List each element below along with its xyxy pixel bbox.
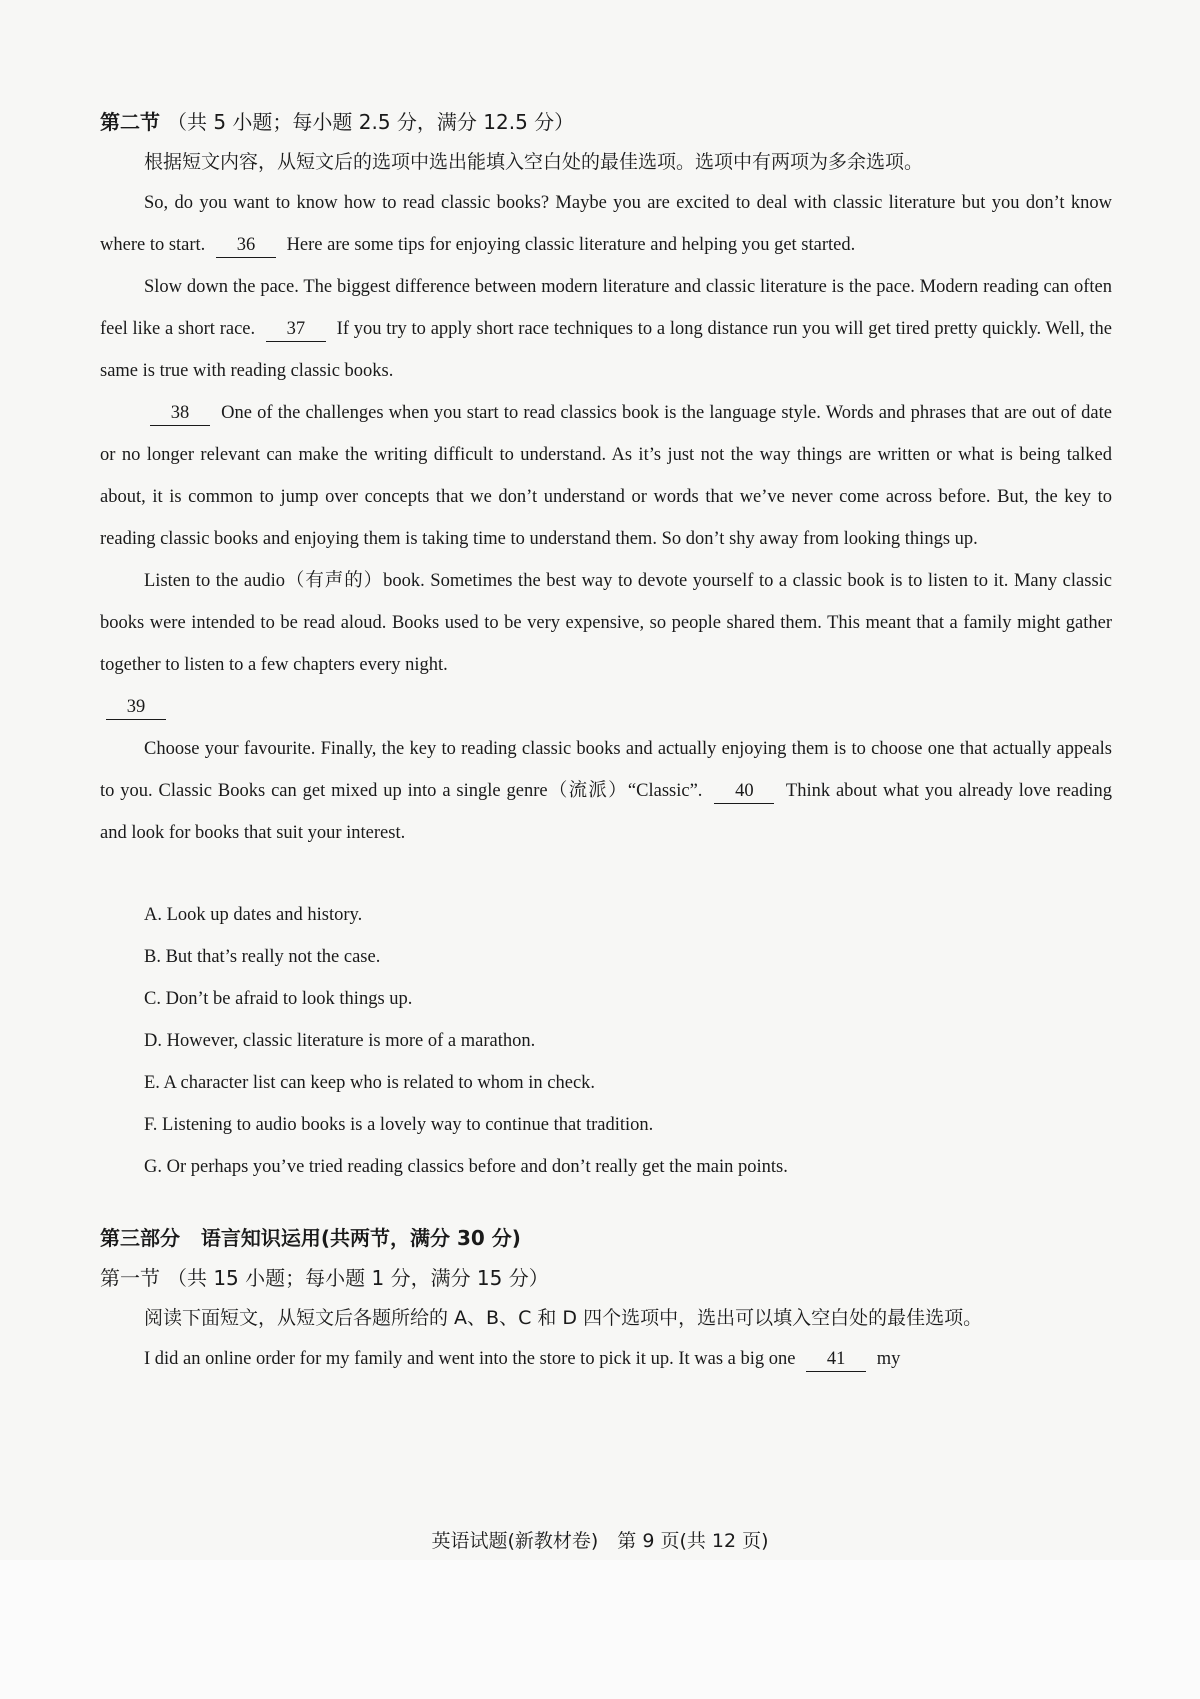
p5-text-a: Choose your favourite. Finally, the key to reading classic books and actually enjoying them is to choose one that actually appeals to you. Classic Books can get mixed up into a single genre（流派）“Classic”. xyxy=(100,739,1112,801)
options-list xyxy=(100,894,1112,1188)
blank-40: 40 xyxy=(714,779,774,804)
p3-text: One of the challenges when you start to read classics book is the language style. Words and phrases that are out of date or no longer relevant can make the writing difficult to understand. As it’s just not the way things are written or what is being talked about, it is common to jump over concepts that we don’t understand or words that we’ve never come across before. But, the key to reading classic books and enjoying them is taking time to understand them. So don’t shy away from looking things up. xyxy=(100,403,1112,549)
section2-title: 第二节 xyxy=(100,110,160,134)
option-g: G. Or perhaps you’ve tried reading classics before and don’t really get the main points. xyxy=(144,1157,788,1177)
passage-paragraph-5 xyxy=(100,728,1112,854)
part3-paragraph-1 xyxy=(100,1338,1112,1380)
blank-41: 41 xyxy=(806,1347,866,1372)
option-f: F. Listening to audio books is a lovely way to continue that tradition. xyxy=(144,1115,654,1135)
option-e: E. A character list can keep who is related to whom in check. xyxy=(144,1073,596,1093)
section2-heading xyxy=(100,102,1112,142)
p1-text-b: Here are some tips for enjoying classic literature and helping you get started. xyxy=(286,235,856,255)
part3-heading xyxy=(100,1218,1112,1258)
part3-instruction: 阅读下面短文，从短文后各题所给的 A、B、C 和 D 四个选项中，选出可以填入空白处的最佳选项。 xyxy=(144,1307,983,1329)
option-d: D. However, classic literature is more of a marathon. xyxy=(144,1031,536,1051)
blank-38: 38 xyxy=(150,401,210,426)
passage-blank-39-line xyxy=(100,686,1112,728)
part3-p1-text-b: my xyxy=(876,1349,901,1369)
part3-title: 第三部分 xyxy=(100,1226,180,1250)
section2-detail: （共 5 小题；每小题 2.5 分，满分 12.5 分） xyxy=(166,110,575,134)
p5-text-b: Think about what you already love reading and look for books that suit your interest. xyxy=(100,781,1113,843)
option-b: B. But that’s really not the case. xyxy=(144,947,381,967)
section2-instruction: 根据短文内容，从短文后的选项中选出能填入空白处的最佳选项。选项中有两项为多余选项。 xyxy=(144,151,924,173)
option-c: C. Don’t be afraid to look things up. xyxy=(144,989,413,1009)
p4-text: Listen to the audio（有声的）book. Sometimes the best way to devote yourself to a classic book is to listen to it. Many classic books were intended to be read aloud. Books used to be very expensive, so people shared them. This meant that a family might gather together to listen to a few chapters every night. xyxy=(100,571,1112,675)
part3 xyxy=(100,1218,1112,1380)
blank-bottom-margin xyxy=(0,1560,1200,1699)
blank-37: 37 xyxy=(266,317,326,342)
page-content xyxy=(100,102,1112,1380)
option-a: A. Look up dates and history. xyxy=(144,905,363,925)
part3-section1-heading xyxy=(100,1258,1112,1298)
part3-detail: 语言知识运用(共两节，满分 30 分) xyxy=(200,1226,521,1250)
p2-text-b: If you try to apply short race techniques to a long distance run you will get tired pretty quickly. Well, the same is true with reading classic books. xyxy=(100,319,1113,381)
p2-text-a: Slow down the pace. The biggest difference between modern literature and classic literature is the pace. Modern reading can often feel like a short race. xyxy=(100,277,1112,339)
part3-p1-text-a: I did an online order for my family and went into the store to pick it up. It was a big one xyxy=(144,1349,796,1369)
page-footer: 英语试题(新教材卷) 第 9 页(共 12 页) xyxy=(431,1530,769,1552)
passage-paragraph-2 xyxy=(100,266,1112,392)
passage-paragraph-3 xyxy=(100,392,1112,560)
part3-section1-detail: （共 15 小题；每小题 1 分，满分 15 分） xyxy=(166,1266,549,1290)
passage-paragraph-4 xyxy=(100,560,1112,686)
blank-39: 39 xyxy=(106,695,166,720)
passage-paragraph-1 xyxy=(100,182,1112,266)
part3-section1-title: 第一节 xyxy=(100,1266,160,1290)
blank-36: 36 xyxy=(216,233,276,258)
p1-text-a: So, do you want to know how to read classic books? Maybe you are excited to deal with classic literature but you don’t know where to start. xyxy=(100,193,1112,255)
